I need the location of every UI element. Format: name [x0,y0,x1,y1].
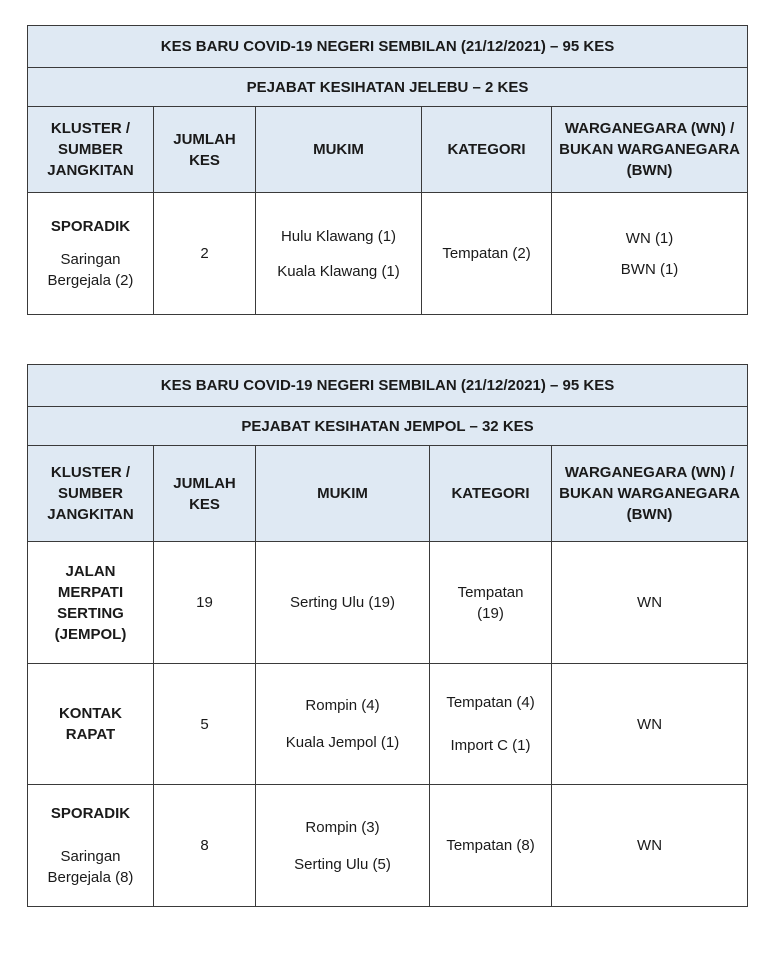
header-wn: WARGANEGARA (WN) / BUKAN WARGANEGARA (BWN) [552,107,748,193]
office-title: PEJABAT KESIHATAN JELEBU – 2 KES [28,68,748,107]
kategori-cell: Tempatan (2) [422,193,552,315]
jumlah-cell: 19 [154,542,256,664]
mukim-item: Kuala Jempol (1) [285,734,400,751]
wn-cell: WN [552,785,748,907]
header-kategori: KATEGORI [422,107,552,193]
table-title: KES BARU COVID-19 NEGERI SEMBILAN (21/12/2021) – 95 KES [28,26,748,68]
table-row [28,785,748,907]
header-cluster: KLUSTER / SUMBER JANGKITAN [28,107,154,193]
cluster-sub: Saringan Bergejala (8) [47,848,134,886]
header-wn: WARGANEGARA (WN) / BUKAN WARGANEGARA (BWN) [552,446,748,542]
mukim-item: Hulu Klawang (1) [280,227,397,245]
cluster-name: SPORADIK [50,218,131,235]
jumlah-cell: 5 [154,664,256,785]
header-jumlah: JUMLAH KES [154,446,256,542]
jempol-cases-table [27,364,748,907]
mukim-item: Serting Ulu (5) [294,855,391,873]
mukim-item: Kuala Klawang (1) [277,262,400,280]
cluster-cell: JALAN MERPATI SERTING (JEMPOL) [28,542,154,664]
mukim-item: Rompin (3) [305,818,380,836]
jumlah-cell: 8 [154,785,256,907]
cluster-sub: Saringan Bergejala (2) [47,251,134,289]
header-mukim: MUKIM [256,446,430,542]
kategori-cell [430,664,552,785]
cluster-name: SPORADIK [50,805,131,822]
header-mukim: MUKIM [256,107,422,193]
mukim-cell [256,664,430,785]
wn-cell: WN [552,542,748,664]
jumlah-cell: 2 [154,193,256,315]
wn-item: BWN (1) [620,260,679,278]
wn-cell: WN [552,664,748,785]
cluster-cell: KONTAK RAPAT [28,664,154,785]
kategori-cell: Tempatan (8) [430,785,552,907]
header-cluster: KLUSTER / SUMBER JANGKITAN [28,446,154,542]
mukim-item: Rompin (4) [305,697,380,714]
kategori-item: Import C (1) [450,737,531,754]
cluster-cell [28,193,154,315]
table-row [28,193,748,315]
wn-cell [552,193,748,315]
wn-item: WN (1) [625,229,674,247]
kategori-cell: Tempatan (19) [430,542,552,664]
table-row [28,542,748,664]
header-kategori: KATEGORI [430,446,552,542]
kategori-item: Tempatan (4) [446,694,535,711]
mukim-cell [256,193,422,315]
mukim-cell [256,785,430,907]
cluster-cell [28,785,154,907]
header-jumlah: JUMLAH KES [154,107,256,193]
table-row [28,664,748,785]
table-title: KES BARU COVID-19 NEGERI SEMBILAN (21/12/2021) – 95 KES [28,365,748,407]
office-title: PEJABAT KESIHATAN JEMPOL – 32 KES [28,407,748,446]
mukim-cell: Serting Ulu (19) [256,542,430,664]
jelebu-cases-table [27,25,748,315]
